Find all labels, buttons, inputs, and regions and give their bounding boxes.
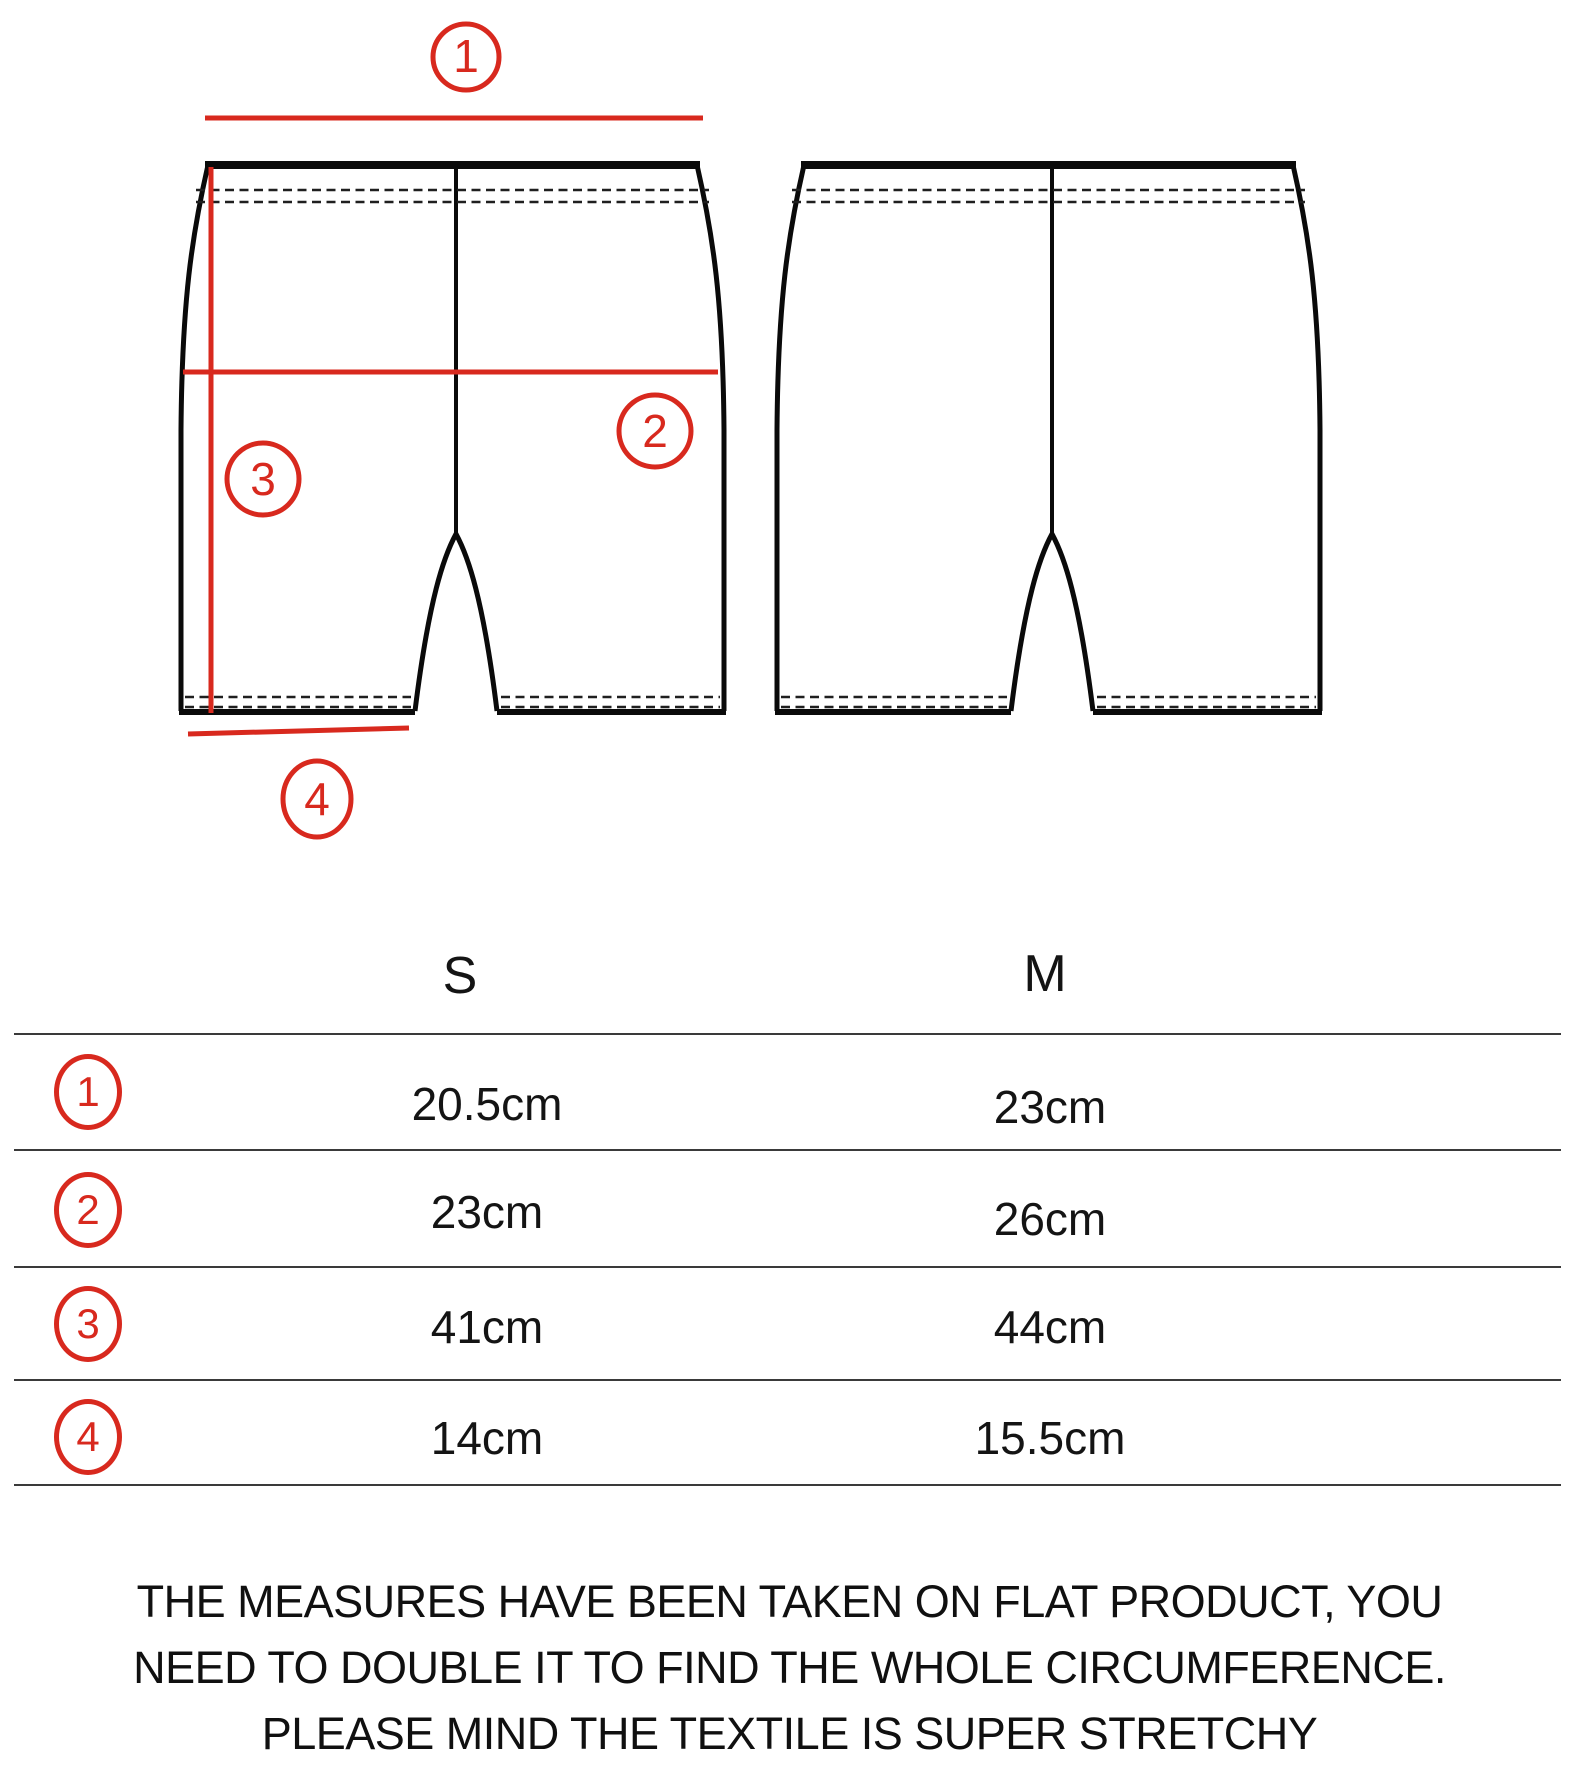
measure-3-badge-label: 3 <box>250 453 276 505</box>
front-crotch-inseam <box>415 534 497 711</box>
row-4-marker-label: 4 <box>76 1413 100 1460</box>
row-2-marker-badge <box>54 1172 122 1248</box>
footer-note-line-1: THE MEASURES HAVE BEEN TAKEN ON FLAT PRODUCT, YOU <box>136 1576 1443 1627</box>
cell-row-3-size-m: 44cm <box>993 1301 1107 1353</box>
cell-row-2-size-s: 23cm <box>430 1186 544 1238</box>
row-3-marker-label: 3 <box>76 1300 100 1347</box>
back-left-hem-stitching <box>781 697 1007 707</box>
cell-row-3-size-s: 41cm <box>430 1301 544 1353</box>
back-right-hem-stitching <box>1097 697 1316 707</box>
front-right-hem-stitching <box>501 697 720 707</box>
table-rule-5 <box>14 1484 1561 1486</box>
measure-4-line <box>188 728 409 734</box>
column-header-s: S <box>442 947 478 1005</box>
column-header-m: M <box>1023 945 1067 1003</box>
shorts-measurement-diagram <box>0 0 1579 860</box>
table-rule-1 <box>14 1033 1561 1035</box>
row-1-marker-label: 1 <box>76 1068 100 1115</box>
footer-note-line-3: PLEASE MIND THE TEXTILE IS SUPER STRETCHY <box>261 1708 1318 1759</box>
measure-1-badge-label: 1 <box>453 30 479 82</box>
row-2-marker-label: 2 <box>76 1186 100 1233</box>
table-rule-2 <box>14 1149 1561 1151</box>
measure-4-badge-label: 4 <box>304 773 330 825</box>
cell-row-1-size-m: 23cm <box>993 1081 1107 1133</box>
back-view-shorts <box>775 165 1322 712</box>
cell-row-2-size-m: 26cm <box>993 1193 1107 1245</box>
row-4-marker-badge <box>54 1399 122 1475</box>
footer-note-line-2: NEED TO DOUBLE IT TO FIND THE WHOLE CIRCUMFERENCE. <box>133 1642 1446 1693</box>
back-crotch-inseam <box>1011 534 1093 711</box>
front-left-hem-stitching <box>185 697 411 707</box>
row-3-marker-badge <box>54 1286 122 1362</box>
cell-row-4-size-m: 15.5cm <box>974 1412 1126 1464</box>
front-waistband-stitching <box>196 190 709 202</box>
cell-row-1-size-s: 20.5cm <box>411 1078 563 1130</box>
table-rule-3 <box>14 1266 1561 1268</box>
measurement-annotations <box>183 24 718 837</box>
back-left-side-seam <box>777 165 804 711</box>
measure-2-badge-label: 2 <box>642 405 668 457</box>
back-waistband-stitching <box>792 190 1305 202</box>
row-1-marker-badge <box>54 1054 122 1130</box>
table-rule-4 <box>14 1379 1561 1381</box>
cell-row-4-size-s: 14cm <box>430 1412 544 1464</box>
front-left-side-seam <box>181 165 208 711</box>
front-right-side-seam <box>697 165 724 711</box>
back-right-side-seam <box>1293 165 1320 711</box>
